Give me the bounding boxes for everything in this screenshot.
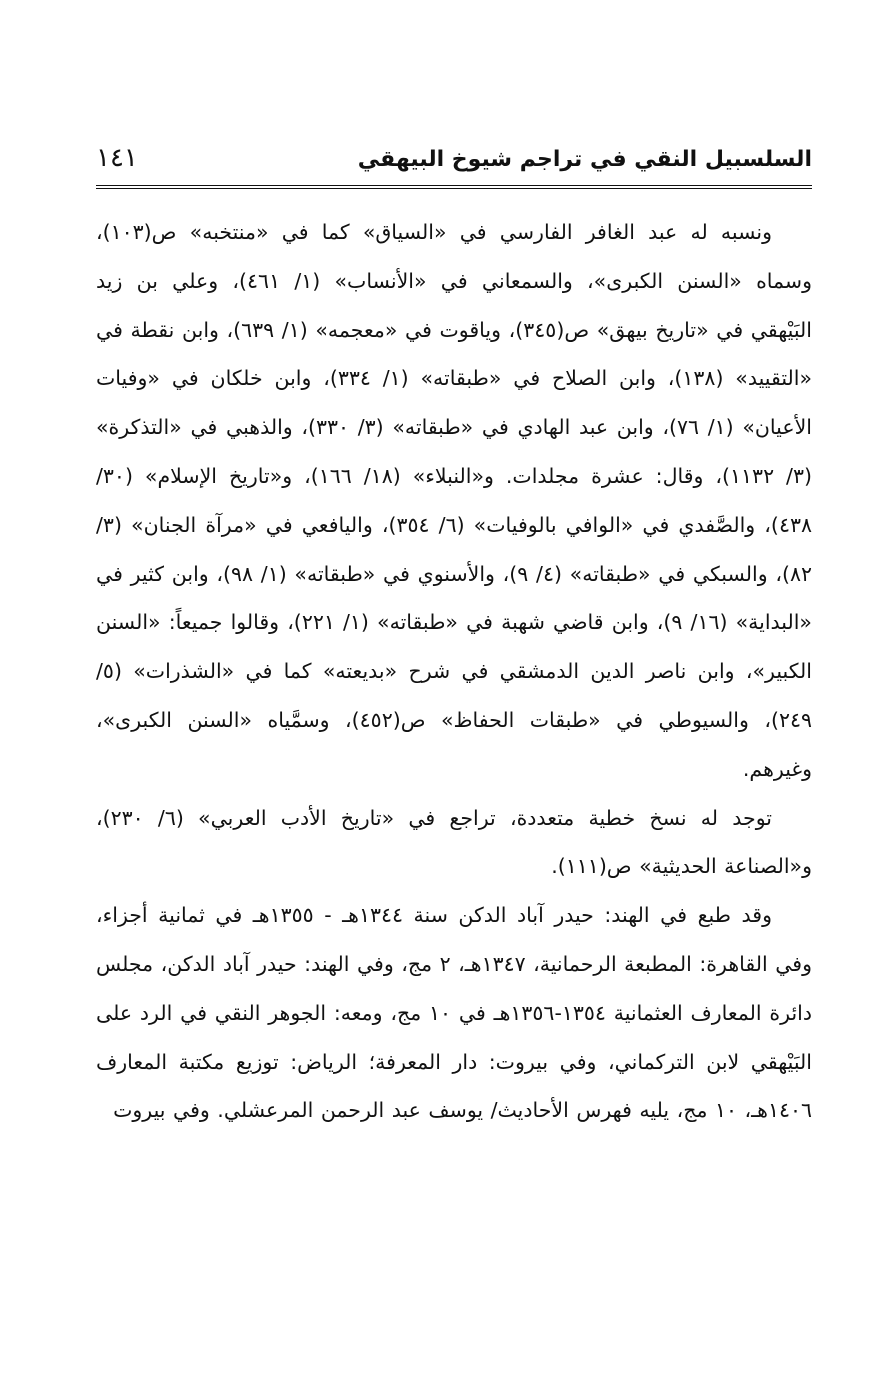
page-header	[96, 140, 812, 184]
running-title: السلسبيل النقي في تراجم شيوخ البيهقي	[357, 147, 812, 172]
paragraph-editions: وقد طبع في الهند: حيدر آباد الدكن سنة ١٣٤٤هـ - ١٣٥٥هـ في ثمانية أجزاء، وفي القاهرة: المطبعة الرحمانية، ١٣٤٧هـ، ٢ مج، وفي الهند: حيدر آباد الدكن، مجلس دائرة المعارف العثمانية ١٣٥٤-١٣٥٦هـ في ١٠ مج، ومعه: الجوهر النقي في الرد على البَيْهقي لابن التركماني، وفي بيروت: دار المعرفة؛ الرياض: توزيع مكتبة المعارف ١٤٠٦هـ، ١٠ مج، يليه فهرس الأحاديث/ يوسف عبد الرحمن المرعشلي. وفي بيروت	[96, 903, 812, 1123]
paragraph-sources: ونسبه له عبد الغافر الفارسي في «السياق» كما في «منتخبه» ص(١٠٣)، وسماه «السنن الكبرى»، والسمعاني في «الأنساب» (١/ ٤٦١)، وعلي بن زيد البَيْهقي في «تاريخ بيهق» ص(٣٤٥)، وياقوت في «معجمه» (١/ ٦٣٩)، وابن نقطة في «التقييد» (١٣٨)، وابن الصلاح في «طبقاته» (١/ ٣٣٤)، وابن خلكان في «وفيات الأعيان» (١/ ٧٦)، وابن عبد الهادي في «طبقاته» (٣/ ٣٣٠)، والذهبي في «التذكرة» (٣/ ١١٣٢)، وقال: عشرة مجلدات. و«النبلاء» (١٨/ ١٦٦)، و«تاريخ الإسلام» (٣٠/ ٤٣٨)، والصَّفدي في «الوافي بالوفيات» (٦/ ٣٥٤)، واليافعي في «مرآة الجنان» (٣/ ٨٢)، والسبكي في «طبقاته» (٤/ ٩)، والأسنوي في «طبقاته» (١/ ٩٨)، وابن كثير في «البداية» (١٦/ ٩)، وابن قاضي شهبة في «طبقاته» (١/ ٢٢١)، وقالوا جميعاً: «السنن الكبير»، وابن ناصر الدين الدمشقي في شرح «بديعته» كما في «الشذرات» (٥/ ٢٤٩)، والسيوطي في «طبقات الحفاظ» ص(٤٥٢)، وسمَّياه «السنن الكبرى»، وغيرهم.	[96, 220, 812, 781]
page-number: ١٤١	[96, 143, 138, 173]
paragraph-manuscripts: توجد له نسخ خطية متعددة، تراجع في «تاريخ الأدب العربي» (٦/ ٢٣٠)، و«الصناعة الحديثية» ص(١١١).	[96, 805, 812, 879]
header-rule	[96, 185, 812, 189]
body-text	[96, 208, 812, 1135]
